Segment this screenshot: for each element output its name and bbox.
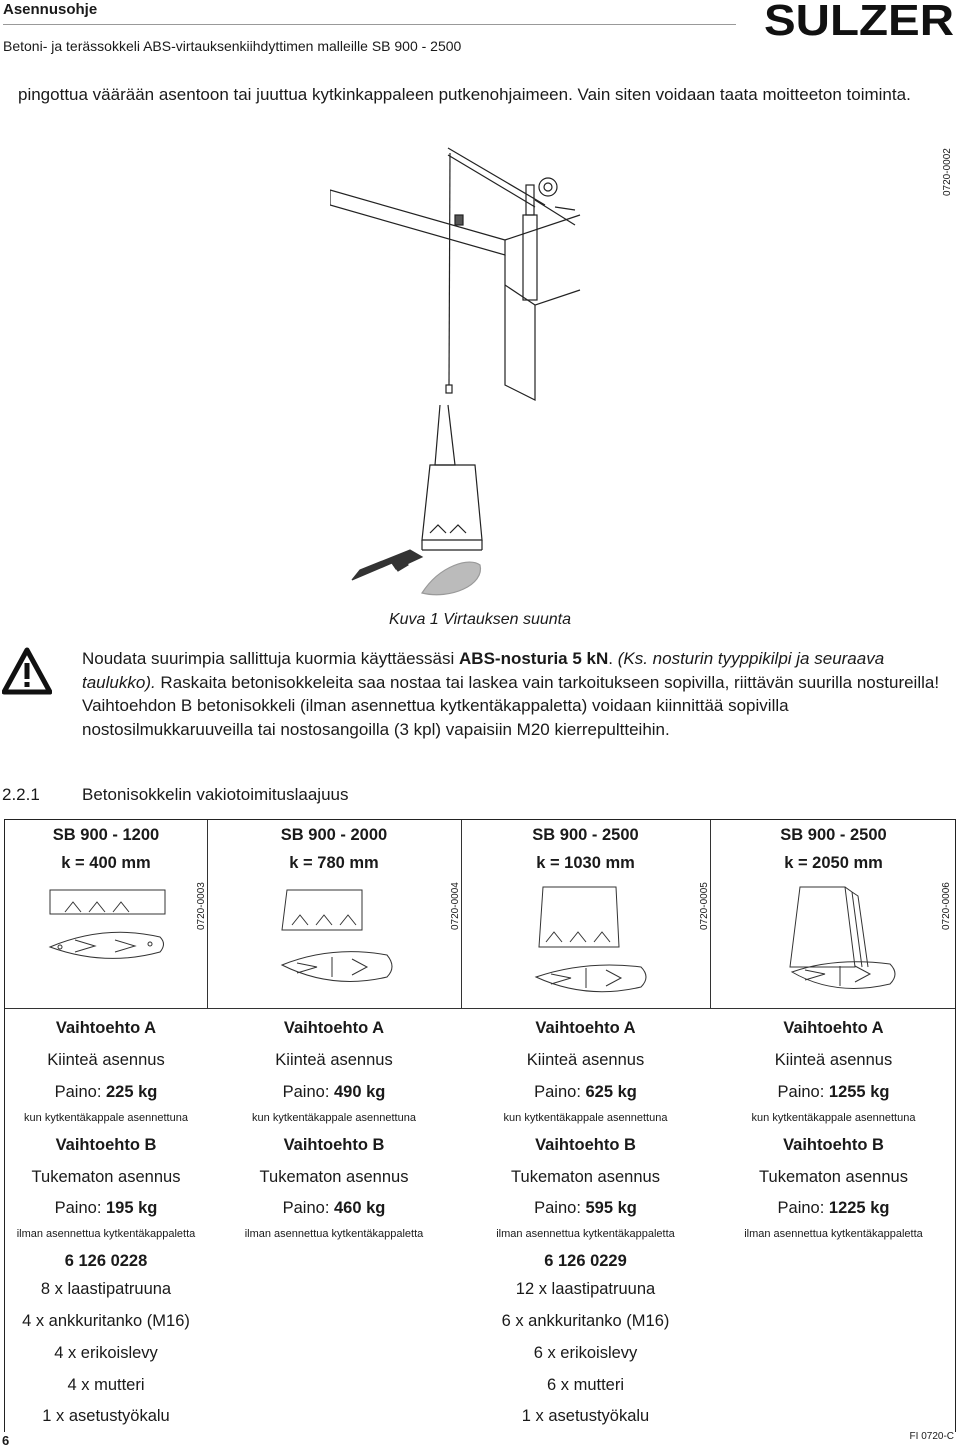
option-a-type: Kiinteä asennus xyxy=(47,1051,165,1069)
document-code: FI 0720-C xyxy=(909,1431,954,1442)
table-column xyxy=(5,820,207,1432)
option-b-note: ilman asennettua kytkentäkappaletta xyxy=(744,1228,923,1240)
scope-of-delivery-table xyxy=(4,819,956,1432)
kit-item: 1 x asetustyökalu xyxy=(521,1407,650,1425)
document-subtitle: Betoni- ja terässokkeli ABS-virtauksenkiihdyttimen malleille SB 900 - 2500 xyxy=(3,38,462,54)
table-column xyxy=(710,820,957,1432)
plinth-drawing xyxy=(277,885,417,1005)
option-b-note: ilman asennettua kytkentäkappaletta xyxy=(16,1228,196,1240)
option-a-weight: Paino: 490 kg xyxy=(282,1083,386,1101)
drawing-code: 0720-0004 xyxy=(450,882,461,930)
option-b-title: Vaihtoehto B xyxy=(55,1136,157,1154)
option-b-weight: Paino: 195 kg xyxy=(54,1199,158,1217)
table-column xyxy=(207,820,461,1432)
warning-text: Noudata suurimpia sallittuja kuormia käyttäessäsi ABS-nosturia 5 kN. (Ks. nosturin tyyppikilpi ja seuraava taulukko). Raskaita betonisokkeleita saa nostaa tai laskea vain tarkoitukseen sopivilla, riittävän suurilla nostureilla! Vaihtoehdon B betonisokkeli (ilman asennettua kytkentäkappaletta) voidaan kiinnittää sopivilla nostosilmukkaruuveilla tai nostosangoilla (3 kpl) vapaisiin M20 kierrepultteihin. xyxy=(82,649,940,739)
option-b-title: Vaihtoehto B xyxy=(283,1136,385,1154)
option-a-weight: Paino: 625 kg xyxy=(534,1083,637,1101)
option-a-type: Kiinteä asennus xyxy=(275,1051,393,1069)
plinth-drawing xyxy=(531,882,671,1007)
section-title: Betonisokkelin vakiotoimituslaajuus xyxy=(82,785,349,804)
option-b-title: Vaihtoehto B xyxy=(783,1136,884,1154)
k-dimension: k = 400 mm xyxy=(61,854,151,872)
option-a-title: Vaihtoehto A xyxy=(55,1019,157,1037)
kit-item: 12 x laastipatruuna xyxy=(515,1280,656,1298)
figure-crane-illustration xyxy=(330,145,930,605)
svg-text:SULZER: SULZER xyxy=(764,0,954,40)
section-number: 2.2.1 xyxy=(2,785,40,804)
figure-caption: Kuva 1 Virtauksen suunta xyxy=(388,611,572,628)
option-b-type: Tukematon asennus xyxy=(259,1168,409,1186)
plinth-drawing xyxy=(780,882,925,1007)
k-dimension: k = 780 mm xyxy=(289,854,379,872)
kit-item: 8 x laastipatruuna xyxy=(40,1280,172,1298)
table-column xyxy=(461,820,710,1432)
kit-item: 1 x asetustyökalu xyxy=(42,1407,170,1425)
drawing-code: 0720-0005 xyxy=(699,882,710,930)
model-name: SB 900 - 2000 xyxy=(280,826,388,844)
kit-code: 6 126 0228 xyxy=(64,1252,148,1270)
figure-code: 0720-0002 xyxy=(942,148,953,196)
drawing-code: 0720-0006 xyxy=(941,882,952,930)
header-rule xyxy=(3,24,736,25)
kit-code: 6 126 0229 xyxy=(544,1252,627,1270)
option-a-type: Kiinteä asennus xyxy=(774,1051,893,1069)
model-name: SB 900 - 1200 xyxy=(52,826,160,844)
option-b-weight: Paino: 595 kg xyxy=(534,1199,637,1217)
warning-triangle-icon xyxy=(2,647,52,695)
option-a-title: Vaihtoehto A xyxy=(535,1019,636,1037)
option-b-note: ilman asennettua kytkentäkappaletta xyxy=(496,1228,675,1240)
kit-item: 4 x ankkuritanko (M16) xyxy=(22,1312,190,1330)
kit-item: 4 x mutteri xyxy=(67,1376,145,1394)
sulzer-logo xyxy=(764,0,956,40)
kit-item: 4 x erikoislevy xyxy=(54,1344,158,1362)
k-dimension: k = 1030 mm xyxy=(536,854,635,872)
option-a-type: Kiinteä asennus xyxy=(526,1051,645,1069)
option-a-note: kun kytkentäkappale asennettuna xyxy=(24,1112,188,1124)
kit-item: 6 x mutteri xyxy=(546,1376,625,1394)
option-b-weight: Paino: 1225 kg xyxy=(777,1199,890,1217)
option-a-weight: Paino: 1255 kg xyxy=(777,1083,890,1101)
option-b-type: Tukematon asennus xyxy=(31,1168,181,1186)
plinth-drawing xyxy=(45,882,175,992)
page-number: 6 xyxy=(2,1433,10,1448)
option-b-weight: Paino: 460 kg xyxy=(282,1199,386,1217)
intro-paragraph: pingottua väärään asentoon tai juuttua kytkinkappaleen putkenohjaimeen. Vain siten voidaan taata moitteeton toiminta. xyxy=(18,85,911,104)
option-b-title: Vaihtoehto B xyxy=(535,1136,636,1154)
k-dimension: k = 2050 mm xyxy=(784,854,883,872)
model-name: SB 900 - 2500 xyxy=(532,826,639,844)
option-a-title: Vaihtoehto A xyxy=(783,1019,884,1037)
option-a-note: kun kytkentäkappale asennettuna xyxy=(751,1112,916,1124)
option-a-note: kun kytkentäkappale asennettuna xyxy=(503,1112,668,1124)
model-name: SB 900 - 2500 xyxy=(780,826,887,844)
option-a-note: kun kytkentäkappale asennettuna xyxy=(252,1112,416,1124)
option-b-type: Tukematon asennus xyxy=(759,1168,908,1186)
option-b-note: ilman asennettua kytkentäkappaletta xyxy=(244,1228,424,1240)
option-b-type: Tukematon asennus xyxy=(511,1168,660,1186)
drawing-code: 0720-0003 xyxy=(196,882,207,930)
option-a-weight: Paino: 225 kg xyxy=(54,1083,158,1101)
document-title: Asennusohje xyxy=(3,1,98,18)
option-a-title: Vaihtoehto A xyxy=(283,1019,385,1037)
kit-item: 6 x ankkuritanko (M16) xyxy=(501,1312,670,1330)
kit-item: 6 x erikoislevy xyxy=(533,1344,638,1362)
